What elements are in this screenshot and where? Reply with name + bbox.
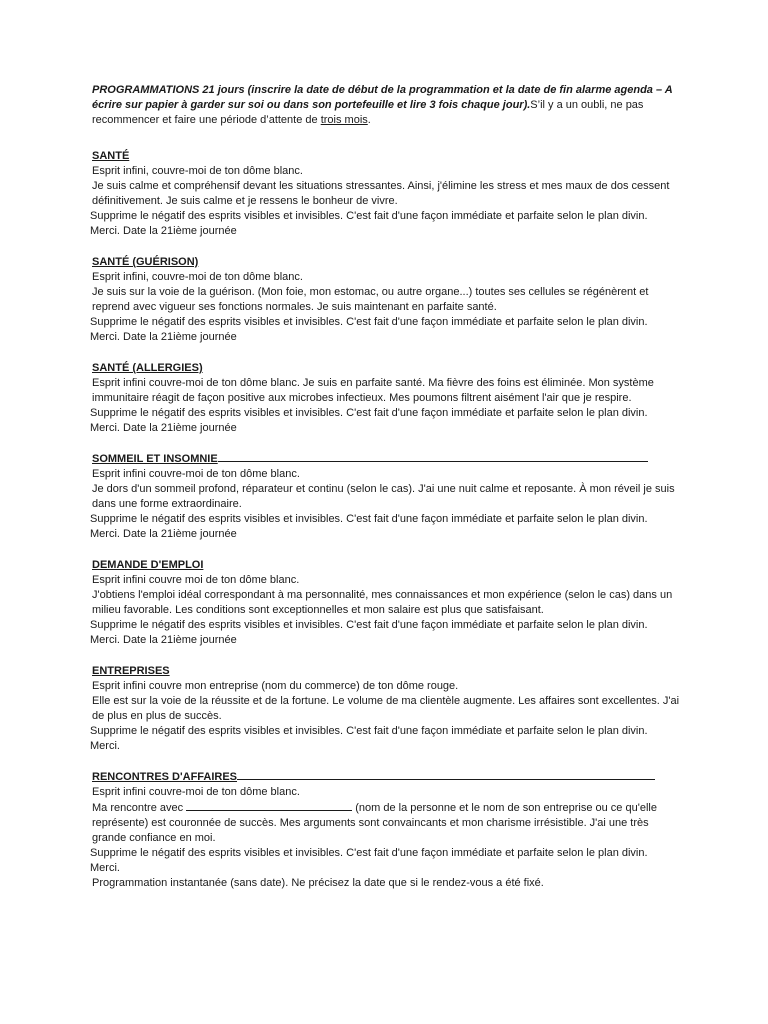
section-sommeil — [92, 452, 680, 542]
section-line: Supprime le négatif des esprits visibles et invisibles. C'est fait d'une façon immédiate et parfaite selon le plan divin. Merci. Date la 21ième journée — [90, 407, 648, 434]
name-blank-line — [186, 800, 352, 811]
section-heading — [92, 255, 680, 270]
section-line: Esprit infini couvre mon entreprise (nom du commerce) de ton dôme rouge. — [92, 680, 459, 692]
section-line: Supprime le négatif des esprits visibles et invisibles. C'est fait d'une façon immédiate et parfaite selon le plan divin. Merci. — [90, 725, 648, 752]
section-heading-text: DEMANDE D'EMPLOI — [92, 559, 204, 571]
section-heading-text: SANTÉ (ALLERGIES) — [92, 362, 203, 374]
heading-rule — [218, 460, 648, 462]
section-line: Esprit infini couvre-moi de ton dôme blanc. — [92, 468, 300, 480]
section-heading-text: RENCONTRES D'AFFAIRES — [92, 771, 238, 783]
section-entreprises — [92, 664, 680, 754]
section-line: Je dors d'un sommeil profond, réparateur et continu (selon le cas). J'ai une nuit calme et reposante. À mon réveil je suis dans une forme extraordinaire. — [92, 483, 675, 510]
section-line: Esprit infini couvre-moi de ton dôme blanc. Je suis en parfaite santé. Ma fièvre des foins est éliminée. Mon système immunitaire réagit de façon positive aux microbes infectieux. Mes poumons filtrent aisément l'air que je respire. — [92, 377, 654, 404]
section-heading-text: ENTREPRISES — [92, 665, 170, 677]
intro-plain: S’il y a un oubli, ne pas recommencer et faire une période d’attente de — [92, 99, 644, 126]
section-line: J'obtiens l'emploi idéal correspondant à ma personnalité, mes connaissances et mon expérience (selon le cas) dans un milieu favorable. Les conditions sont exceptionnelles et mon salaire est plus que satisfaisant. — [92, 589, 673, 616]
document-body — [92, 83, 680, 907]
section-heading — [92, 770, 680, 785]
section-heading-text: SOMMEIL ET INSOMNIE — [92, 453, 218, 465]
intro-end: . — [367, 114, 371, 126]
section-line: Esprit infini couvre-moi de ton dôme blanc. — [92, 786, 300, 798]
section-line: Je suis calme et compréhensif devant les situations stressantes. Ainsi, j'élimine les stress et mes maux de dos cessent définitivement. Je suis calme et je ressens le bonheur de vivre. — [92, 180, 670, 207]
section-line: Supprime le négatif des esprits visibles et invisibles. C'est fait d'une façon immédiate et parfaite selon le plan divin. Merci. Date la 21ième journée — [90, 210, 648, 237]
section-heading-text: SANTÉ — [92, 150, 130, 162]
section-heading — [92, 452, 680, 467]
intro-paragraph — [92, 83, 680, 128]
meeting-before: Ma rencontre avec — [92, 802, 187, 814]
section-sante — [92, 149, 680, 239]
section-line: Esprit infini, couvre-moi de ton dôme blanc. — [92, 165, 303, 177]
intro-underlined: trois mois — [320, 114, 368, 126]
section-line: Esprit infini, couvre-moi de ton dôme blanc. — [92, 271, 303, 283]
section-note: Programmation instantanée (sans date). Ne précisez la date que si le rendez-vous a été fixé. — [92, 877, 544, 889]
section-heading-text: SANTÉ (GUÉRISON) — [92, 256, 199, 268]
section-sante-guerison — [92, 255, 680, 345]
meeting-paragraph — [92, 800, 680, 846]
intro-bold-italic: PROGRAMMATIONS 21 jours (inscrire la date de début de la programmation et la date de fin alarme agenda – A écrire sur papier à garder sur soi ou dans son portefeuille et lire 3 fois chaque jour). — [92, 84, 673, 111]
section-line: Supprime le négatif des esprits visibles et invisibles. C'est fait d'une façon immédiate et parfaite selon le plan divin. Merci. Date la 21ième journée — [90, 513, 648, 540]
section-heading — [92, 664, 680, 679]
section-line: Elle est sur la voie de la réussite et de la fortune. Le volume de ma clientèle augmente. Les affaires sont excellentes. J'ai de plus en plus de succès. — [92, 695, 680, 722]
section-line: Supprime le négatif des esprits visibles et invisibles. C'est fait d'une façon immédiate et parfaite selon le plan divin. Merci. Date la 21ième journée — [90, 316, 648, 343]
section-line: Je suis sur la voie de la guérison. (Mon foie, mon estomac, ou autre organe...) toutes ses cellules se régénèrent et reprend avec vigueur ses fonctions normales. Je suis maintenant en parfaite santé. — [92, 286, 649, 313]
section-rencontres — [92, 770, 680, 891]
section-emploi — [92, 558, 680, 648]
section-heading — [92, 558, 680, 573]
section-heading — [92, 149, 680, 164]
section-heading — [92, 361, 680, 376]
section-sante-allergies — [92, 361, 680, 436]
section-line: Supprime le négatif des esprits visibles et invisibles. C'est fait d'une façon immédiate et parfaite selon le plan divin. Merci. Date la 21ième journée — [90, 619, 648, 646]
meeting-after: (nom de la personne et le nom de son entreprise ou ce qu'elle représente) est couronnée de succès. Mes arguments sont convaincants et mon charisme irrésistible. J'ai une très grande confiance en moi. — [92, 802, 657, 844]
heading-rule — [237, 778, 655, 780]
section-line: Supprime le négatif des esprits visibles et invisibles. C'est fait d'une façon immédiate et parfaite selon le plan divin. Merci. — [90, 847, 648, 874]
section-line: Esprit infini couvre moi de ton dôme blanc. — [92, 574, 300, 586]
